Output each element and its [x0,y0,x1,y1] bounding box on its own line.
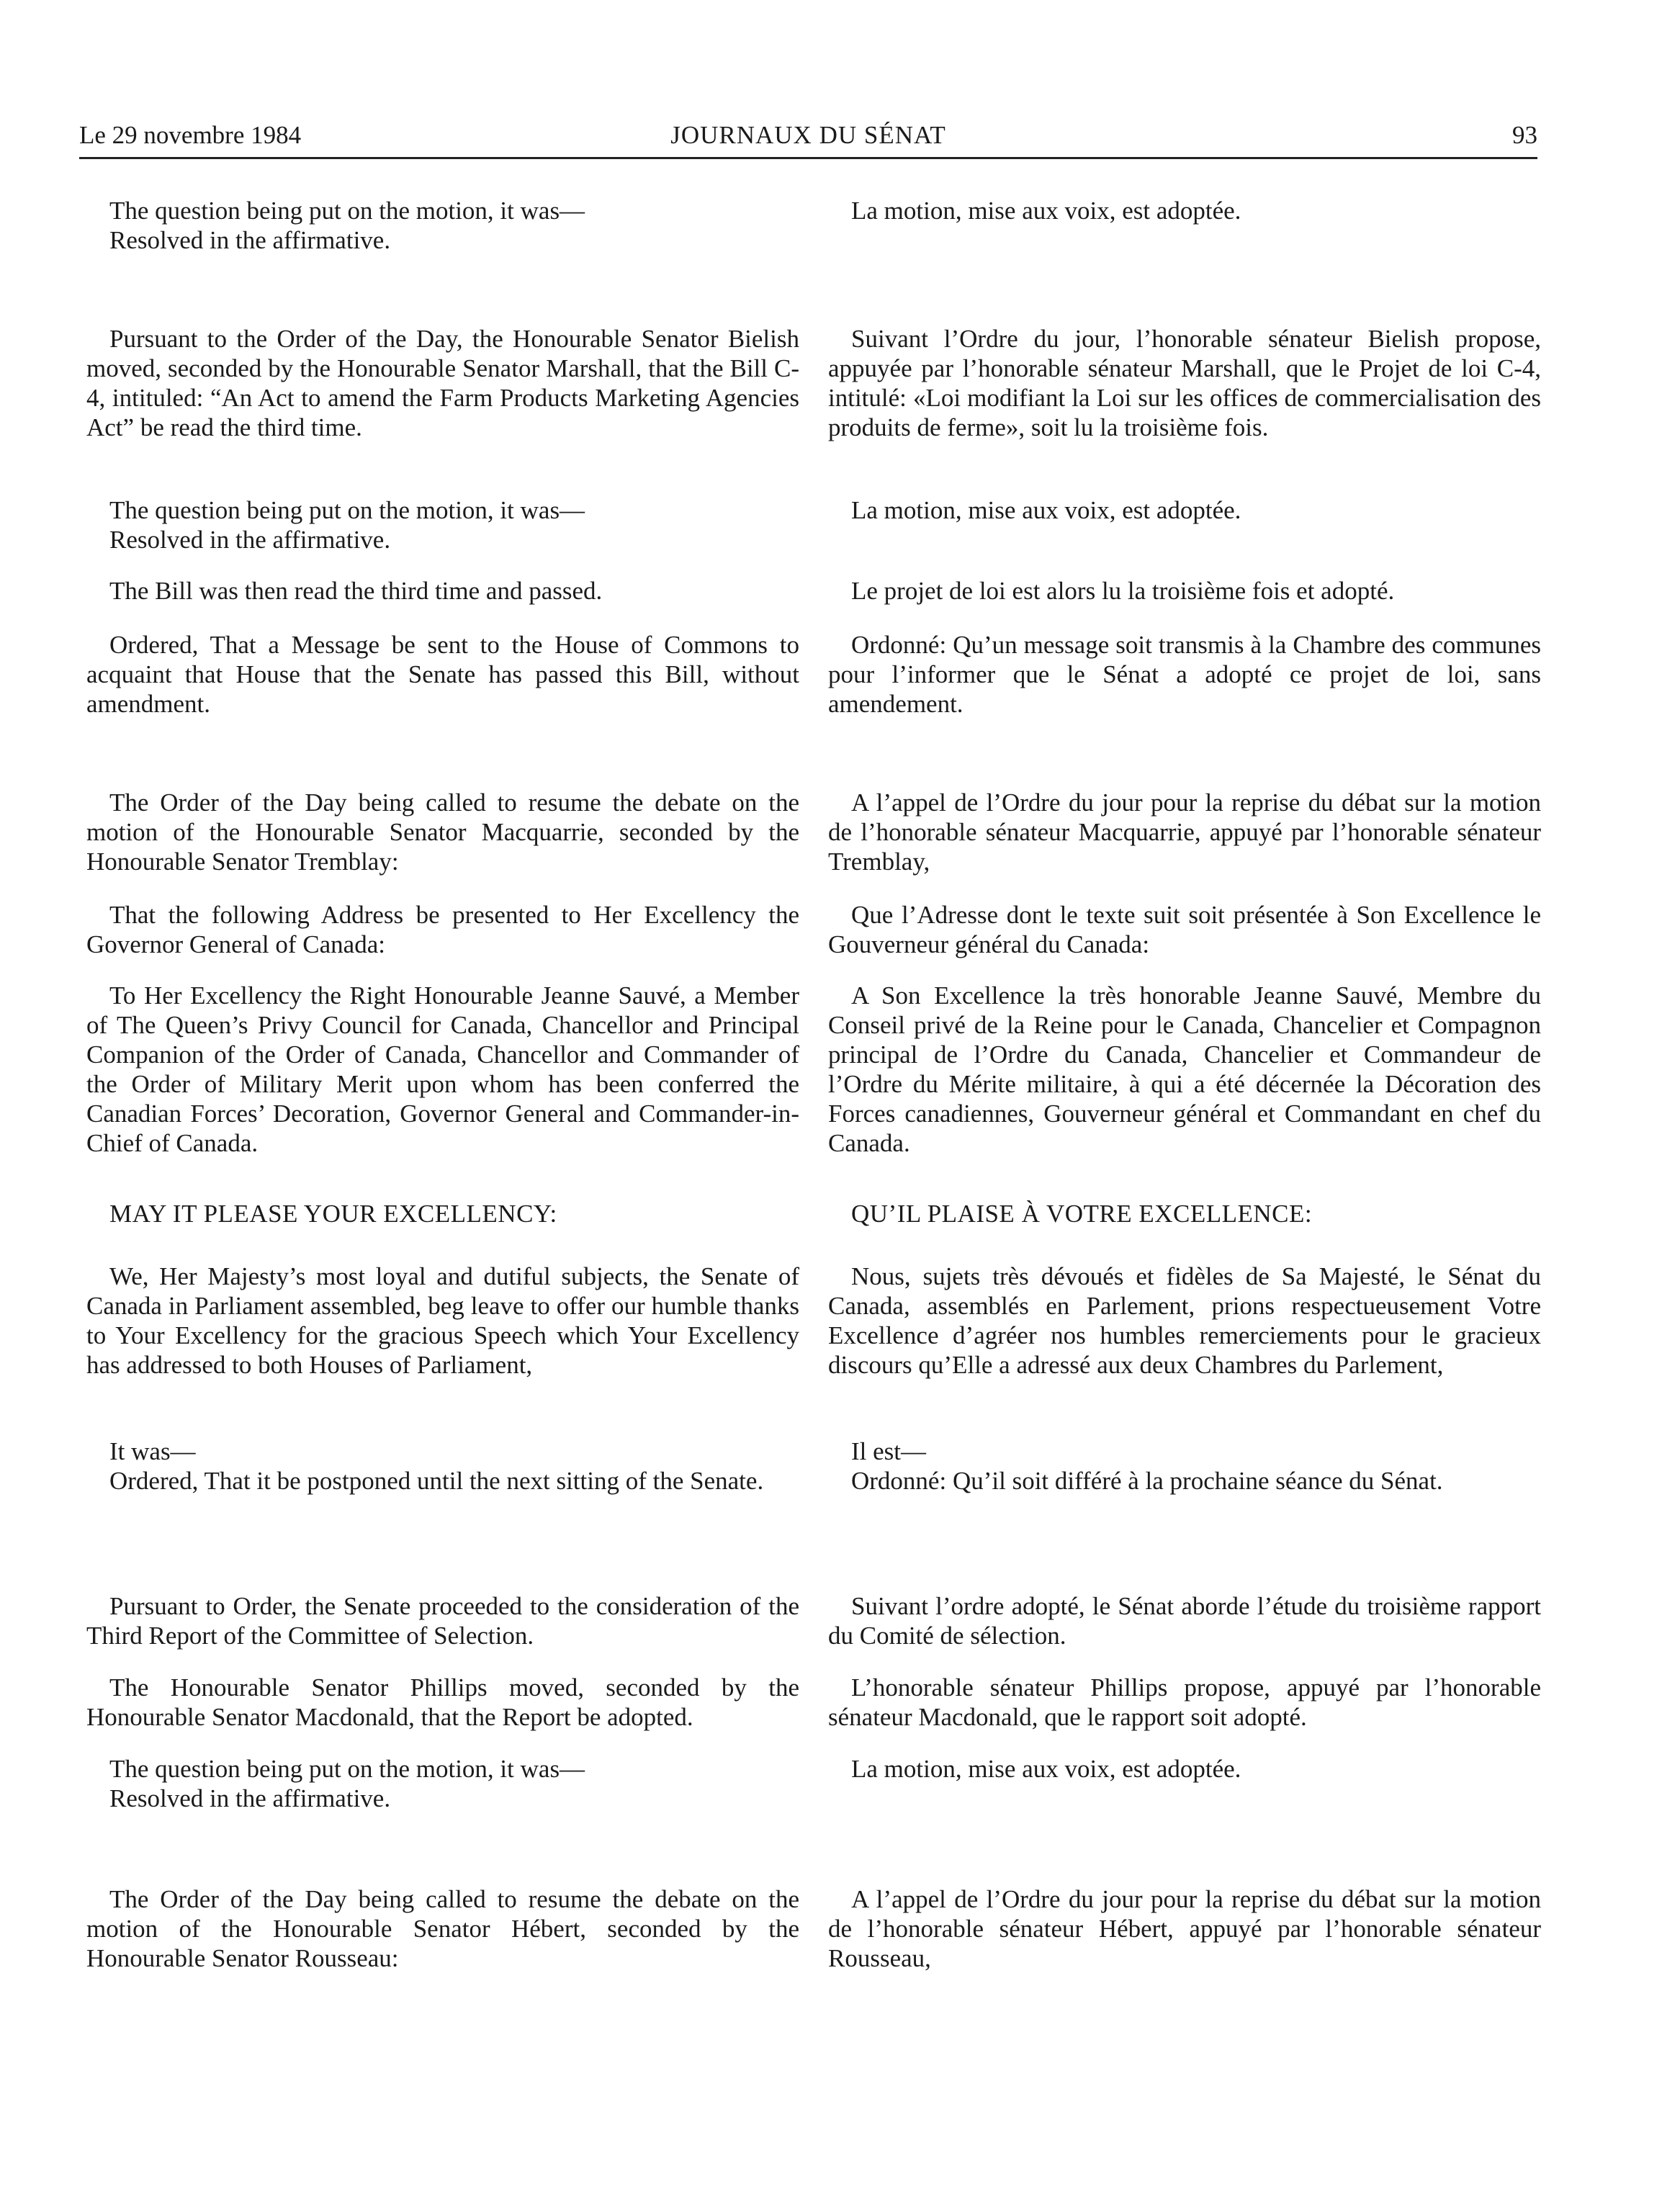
fr-motion-adopted-3: La motion, mise aux voix, est adoptée. [851,1755,1241,1783]
en-bielish-motion: Pursuant to the Order of the Day, the Honourable Senator Bielish moved, seconded by the Honourable Senator Marshall, that the Bill C-4, intituled: “An Act to amend the Farm Products Marketing Agencies Act” be read the third time. [86,325,799,441]
fr-motion-adopted-2: La motion, mise aux voix, est adoptée. [851,496,1241,524]
fr-macquarrie-debate: A l’appel de l’Ordre du jour pour la reprise du débat sur la motion de l’honorable sénateur Macquarrie, appuyé par l’honorable sénateur Tremblay, [828,788,1541,876]
fr-hebert-debate: A l’appel de l’Ordre du jour pour la reprise du débat sur la motion de l’honorable sénateur Hébert, appuyé par l’honorable sénateur Rousseau, [828,1885,1541,1972]
en-ordered-postponed-line: Ordered, That it be postponed until the next sitting of the Senate. [109,1467,764,1495]
header-date: Le 29 novembre 1984 [79,121,302,149]
page-header [79,121,1537,159]
en-macquarrie-debate: The Order of the Day being called to resume the debate on the motion of the Honourable Senator Macquarrie, seconded by the Honourable Senator Tremblay: [86,788,799,876]
en-resolved-3-line: Resolved in the affirmative. [109,1784,391,1812]
fr-bielish-motion: Suivant l’Ordre du jour, l’honorable sénateur Bielish propose, appuyée par l’honorable sénateur Marshall, que le Projet de loi C-4, intitulé: «Loi modifiant la Loi sur les offices de commercialisation des produits de ferme», soit lu la troisième fois. [828,325,1541,441]
fr-loyal-subjects: Nous, sujets très dévoués et fidèles de Sa Majesté, le Sénat du Canada, assemblés en Parlement, prions respectueusement Votre Excellence d’agréer nos humbles remerciements pour le gracieux discours qu’Elle a adressé aux deux Chambres du Parlement, [828,1262,1541,1379]
fr-postponed [828,1437,1564,1496]
en-phillips-motion: The Honourable Senator Phillips moved, seconded by the Honourable Senator Macdonald, that the Report be adopted. [86,1673,799,1731]
fr-bill-passed: Le projet de loi est alors lu la troisième fois et adopté. [851,577,1395,605]
en-committee-selection: Pursuant to Order, the Senate proceeded to the consideration of the Third Report of the Committee of Selection. [86,1592,799,1650]
fr-committee-selection: Suivant l’ordre adopté, le Sénat aborde l’étude du troisième rapport du Comité de sélection. [828,1592,1541,1650]
en-hebert-debate: The Order of the Day being called to resume the debate on the motion of the Honourable Senator Hébert, seconded by the Honourable Senator Rousseau: [86,1885,799,1972]
en-question-2-line: The question being put on the motion, it was— [109,496,585,524]
fr-motion-adopted-1: La motion, mise aux voix, est adoptée. [851,197,1241,225]
en-question-3-line: The question being put on the motion, it was— [109,1755,585,1783]
fr-il-est-line: Il est— [851,1437,927,1465]
fr-ordonne-differe-line: Ordonné: Qu’il soit différé à la prochaine séance du Sénat. [851,1467,1443,1495]
en-it-was-line: It was— [109,1437,196,1465]
fr-phillips-motion: L’honorable sénateur Phillips propose, appuyé par l’honorable sénateur Macdonald, que le rapport soit adopté. [828,1673,1541,1731]
header-page-number: 93 [1512,121,1537,149]
en-resolved-1-line: Resolved in the affirmative. [109,226,391,254]
en-question-1 [86,196,822,255]
en-address-intro: That the following Address be presented to Her Excellency the Governor General of Canada: [86,901,799,958]
fr-qu-il-plaise: QU’IL PLAISE À VOTRE EXCELLENCE: [851,1200,1313,1228]
en-message-ordered: Ordered, That a Message be sent to the House of Commons to acquaint that House that the Senate has passed this Bill, without amendment. [86,631,799,718]
fr-message-ordered: Ordonné: Qu’un message soit transmis à la Chambre des communes pour l’informer que le Sénat a adopté ce projet de loi, sans amendement. [828,631,1541,718]
en-resolved-2-line: Resolved in the affirmative. [109,526,391,554]
fr-to-her-excellency: A Son Excellence la très honorable Jeanne Sauvé, Membre du Conseil privé de la Reine pour le Canada, Chancelier et Compagnon principal de l’Ordre du Canada, Chancelier et Commandeur de l’Ordre du Mérite militaire, à qui a été décernée la Décoration des Forces canadiennes, Gouverneur général et Commandant en chef du Canada. [828,981,1541,1157]
en-question-3 [86,1754,822,1813]
en-bill-passed: The Bill was then read the third time and passed. [109,577,603,605]
fr-address-intro: Que l’Adresse dont le texte suit soit présentée à Son Excellence le Gouverneur général du Canada: [828,901,1541,958]
en-question-2 [86,495,822,554]
en-question-1-line: The question being put on the motion, it was— [109,197,585,225]
en-may-it-please: MAY IT PLEASE YOUR EXCELLENCY: [109,1200,557,1228]
header-journal-title: JOURNAUX DU SÉNAT [670,121,946,149]
en-to-her-excellency: To Her Excellency the Right Honourable Jeanne Sauvé, a Member of The Queen’s Privy Council for Canada, Chancellor and Principal Companion of the Order of Canada, Chancellor and Commander of the Order of Military Merit upon whom has been conferred the Canadian Forces’ Decoration, Governor General and Commander-in-Chief of Canada. [86,981,799,1157]
en-loyal-subjects: We, Her Majesty’s most loyal and dutiful subjects, the Senate of Canada in Parliament assembled, beg leave to offer our humble thanks to Your Excellency for the gracious Speech which Your Excellency has addressed to both Houses of Parliament, [86,1262,799,1379]
en-postponed [86,1437,822,1496]
